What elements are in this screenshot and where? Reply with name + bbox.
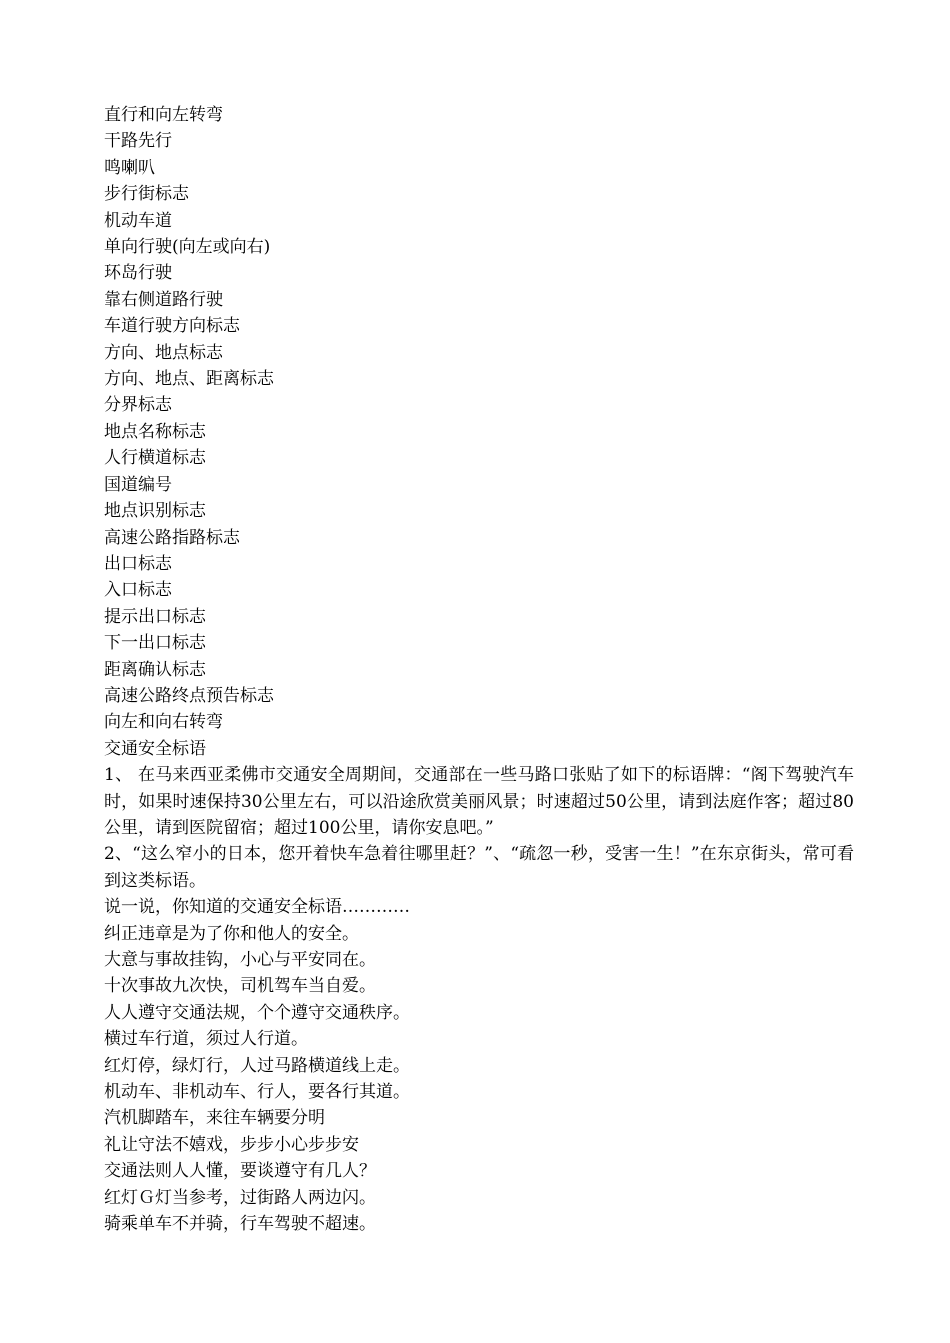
sign-name-line: 高速公路终点预告标志 [104, 685, 274, 706]
sign-name-line: 入口标志 [104, 580, 172, 601]
sign-name-line: 人行横道标志 [104, 448, 206, 469]
sign-name-line: 向左和向右转弯 [104, 712, 223, 733]
sign-name-line: 高速公路指路标志 [104, 527, 240, 548]
prompt-line: 说一说，你知道的交通安全标语………… [104, 897, 410, 918]
paragraph-japan-slogan: 2、“这么窄小的日本，您开着快车急着往哪里赶？”、“疏忽一秒，受害一生！”在东京街头，常可看到这类标语。 [104, 844, 854, 891]
sign-name-line: 分界标志 [104, 395, 172, 416]
slogan-line: 红灯停，绿灯行，人过马路横道线上走。 [104, 1055, 410, 1076]
slogan-line: 机动车、非机动车、行人，要各行其道。 [104, 1082, 410, 1103]
slogan-line: 横过车行道，须过人行道。 [104, 1029, 308, 1050]
sign-name-line: 机动车道 [104, 210, 172, 231]
slogan-line: 十次事故九次快，司机驾车当自爱。 [104, 976, 376, 997]
sign-name-line: 出口标志 [104, 553, 172, 574]
sign-name-line: 步行街标志 [104, 184, 189, 205]
slogan-line: 汽机脚踏车，来往车辆要分明 [104, 1108, 325, 1129]
section-title: 交通安全标语 [104, 738, 206, 759]
sign-name-line: 方向、地点、距离标志 [104, 369, 274, 390]
sign-name-line: 地点识别标志 [104, 501, 206, 522]
sign-name-line: 环岛行驶 [104, 263, 172, 284]
slogan-line: 交通法则人人懂，要谈遵守有几人？ [104, 1161, 376, 1182]
sign-name-line: 干路先行 [104, 131, 172, 152]
slogan-line: 纠正违章是为了你和他人的安全。 [104, 923, 359, 944]
document-page [104, 102, 854, 1237]
sign-name-line: 靠右侧道路行驶 [104, 289, 223, 310]
slogan-line: 红灯Ｇ灯当参考，过街路人两边闪。 [104, 1187, 376, 1208]
slogan-line: 大意与事故挂钩，小心与平安同在。 [104, 950, 376, 970]
sign-name-line: 国道编号 [104, 474, 172, 495]
sign-name-line: 提示出口标志 [104, 606, 206, 627]
slogan-line: 骑乘单车不并骑，行车驾驶不超速。 [104, 1214, 376, 1235]
paragraph-malaysia-slogan: 1、 在马来西亚柔佛市交通安全周期间，交通部在一些马路口张贴了如下的标语牌：“阁下驾驶汽车时，如果时速保持30公里左右，可以沿途欣赏美丽风景；时速超过50公里，请到法庭作客；超过80公里，请到医院留宿；超过100公里，请你安息吧。” [104, 765, 854, 838]
sign-name-line: 下一出口标志 [104, 633, 206, 654]
sign-name-line: 单向行驶(向左或向右) [104, 237, 271, 258]
slogan-line: 礼让守法不嬉戏，步步小心步步安 [104, 1134, 359, 1155]
sign-name-line: 距离确认标志 [104, 659, 206, 680]
slogan-line: 人人遵守交通法规，个个遵守交通秩序。 [104, 1002, 410, 1023]
sign-name-line: 方向、地点标志 [104, 342, 223, 363]
sign-name-line: 鸣喇叭 [104, 157, 155, 178]
sign-name-line: 地点名称标志 [104, 421, 206, 442]
sign-name-line: 直行和向左转弯 [104, 105, 223, 125]
sign-name-line: 车道行驶方向标志 [104, 316, 240, 337]
